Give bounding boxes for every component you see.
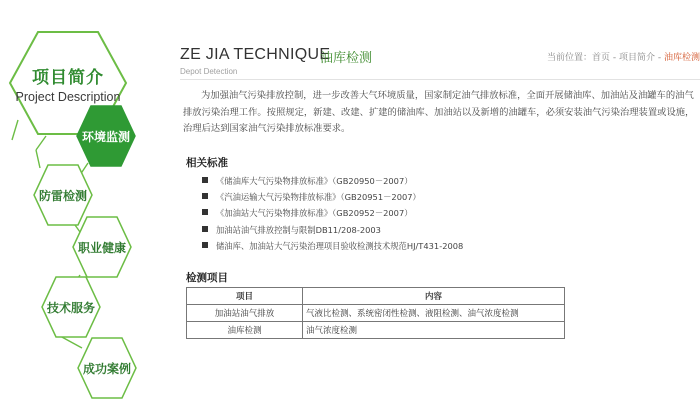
standards-list	[202, 173, 463, 254]
project-description-title-cn: 项目简介	[32, 67, 104, 88]
sidebar	[0, 0, 175, 406]
table-cell: 油气浓度检测	[303, 322, 565, 339]
list-item: 《储油库大气污染物排放标准》（GB20950－2007）	[202, 173, 463, 189]
sidebar-item-label: 技术服务	[46, 300, 95, 315]
table-header-row	[187, 288, 565, 305]
square-bullet-icon	[202, 193, 208, 199]
list-item: 《汽油运输大气污染物排放标准》（GB20951－2007）	[202, 189, 463, 205]
breadcrumb-home-link[interactable]: 首页	[591, 53, 610, 63]
breadcrumb	[547, 50, 700, 63]
square-bullet-icon	[202, 177, 208, 183]
breadcrumb-parent-link[interactable]: 项目简介	[618, 53, 655, 63]
breadcrumb-current-link[interactable]: 油库检测	[663, 53, 700, 63]
square-bullet-icon	[202, 209, 208, 215]
table-row	[187, 322, 565, 339]
page-subtitle: Depot Detection	[180, 67, 238, 76]
intro-paragraph: 为加强油气污染排放控制，进一步改善大气环境质量，国家制定油气排放标准，全面开展储油库、加油站及油罐车的油气排放污染治理工作。按照规定，新建、改建、扩建的储油库、加油站以及新增的油罐车，必须安装油气污染治理装置或设施，治理后达到国家油气污染排放标准要求。	[183, 90, 695, 134]
list-item: 储油库、加油站大气污染治理项目验收检测技术规范HJ/T431-2008	[202, 238, 463, 254]
testing-table	[186, 287, 565, 339]
sidebar-item-occupational-health[interactable]	[71, 215, 133, 279]
main-content	[180, 0, 700, 406]
sidebar-item-technical-service[interactable]	[40, 275, 102, 339]
project-description-title-en: Project Description	[15, 89, 121, 104]
page-header	[180, 46, 700, 80]
table-row	[187, 305, 565, 322]
page-title-cn: 油库检测	[320, 51, 373, 66]
page-title-en: ZE JIA TECHNIQUE	[180, 46, 331, 63]
square-bullet-icon	[202, 226, 208, 232]
testing-heading: 检测项目	[186, 272, 228, 284]
breadcrumb-prefix: 当前位置：	[546, 53, 592, 63]
square-bullet-icon	[202, 242, 208, 248]
table-header-cell: 项目	[187, 288, 303, 305]
standards-heading: 相关标准	[186, 157, 228, 169]
table-header-cell: 内容	[303, 288, 565, 305]
table-cell: 加油站油气排放	[187, 305, 303, 322]
table-cell: 油库检测	[187, 322, 303, 339]
sidebar-item-environment-monitoring[interactable]	[75, 104, 137, 168]
list-item: 加油站油气排放控制与限制DB11/208-2003	[202, 222, 463, 238]
table-cell: 气液比检测、系统密闭性检测、液阻检测、油气浓度检测	[303, 305, 565, 322]
sidebar-item-success-cases[interactable]	[76, 336, 138, 400]
sidebar-item-label: 职业健康	[77, 240, 126, 255]
list-item: 《加油站大气污染物排放标准》（GB20952－2007）	[202, 205, 463, 221]
sidebar-item-label: 环境监测	[81, 129, 130, 144]
sidebar-item-label: 防雷检测	[38, 188, 87, 203]
sidebar-item-label: 成功案例	[82, 361, 131, 376]
breadcrumb-separator: -	[655, 53, 664, 63]
breadcrumb-separator: -	[610, 53, 619, 63]
